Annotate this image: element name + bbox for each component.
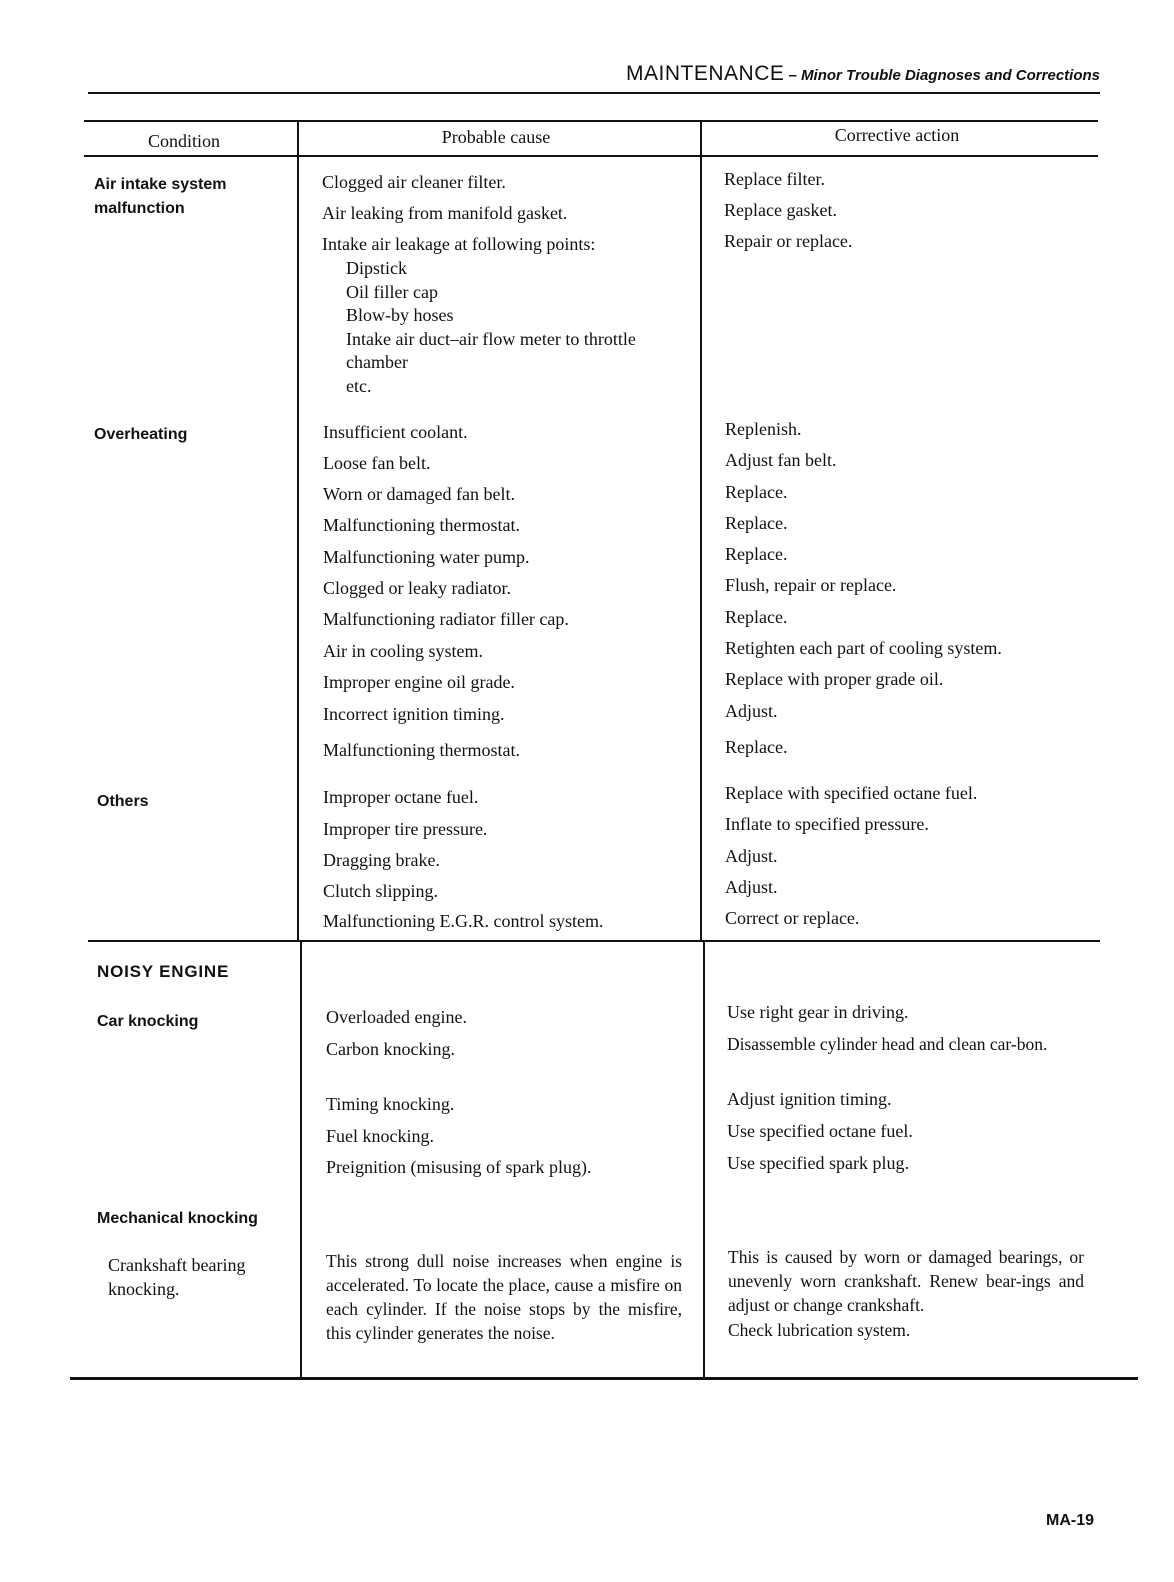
mechanical-cause-paragraph: This strong dull noise increases when engine is accelerated. To locate the place, cause a misfire on each cylinder. If the noise stops by the misfire, this cylinder generates the noise. (326, 1251, 682, 1343)
cause-item: Intake air leakage at following points: (322, 234, 596, 254)
action-item: Replace gasket. (724, 200, 837, 220)
list-item: chamber (346, 352, 408, 372)
condition-line: Crankshaft bearing (108, 1255, 246, 1275)
cause-item: Improper engine oil grade. (323, 672, 515, 692)
action-item: Replace filter. (724, 169, 825, 189)
list-item: etc. (346, 375, 372, 396)
table-header-rule (84, 155, 1098, 157)
action-item: Use specified octane fuel. (727, 1121, 913, 1141)
column-header-corrective-action: Corrective action (834, 125, 960, 145)
cause-item: Incorrect ignition timing. (323, 704, 505, 724)
action-item: Flush, repair or replace. (725, 575, 897, 595)
table-top-rule (84, 120, 1098, 122)
action-item: Use specified spark plug. (727, 1153, 909, 1173)
action-item: Adjust. (725, 877, 778, 897)
condition-line: Air intake system (94, 176, 227, 193)
mechanical-action-paragraph: This is caused by worn or damaged bearings, or unevenly worn crankshaft. Renew bear-ings and adjust or change crankshaft. (728, 1247, 1084, 1315)
action-item: Adjust. (725, 846, 778, 866)
cause-item: Clutch slipping. (323, 881, 439, 901)
column-divider-2-bottom (703, 940, 705, 1378)
cause-item: Improper tire pressure. (323, 819, 488, 839)
mechanical-action-extra: Check lubrication system. (728, 1320, 911, 1340)
condition-line: knocking. (108, 1278, 180, 1299)
action-item: Adjust fan belt. (725, 450, 837, 470)
section-divider-rule (88, 940, 1100, 942)
header-rule (88, 92, 1100, 94)
header-separator: – (784, 67, 802, 84)
cause-item: Air leaking from manifold gasket. (322, 203, 568, 223)
cause-item: Insufficient coolant. (323, 422, 468, 442)
column-divider-2-top (700, 120, 702, 942)
cause-item: Malfunctioning water pump. (323, 547, 530, 567)
list-item: Blow-by hoses (346, 305, 454, 325)
action-item: Correct or replace. (725, 908, 860, 928)
column-divider-1-bottom (300, 940, 302, 1378)
action-item: Replace. (725, 513, 788, 533)
condition-car-knocking: Car knocking (97, 1013, 199, 1030)
action-item: Inflate to specified pressure. (725, 814, 929, 834)
list-item: Intake air duct–air flow meter to throttle (346, 328, 636, 349)
cause-item: Preignition (misusing of spark plug). (326, 1157, 592, 1177)
action-item: Replace. (725, 482, 788, 502)
table-bottom-rule (70, 1377, 1138, 1380)
section-title: MAINTENANCE (626, 62, 785, 85)
action-item: Replace. (725, 737, 788, 757)
action-item: Adjust ignition timing. (727, 1089, 892, 1109)
cause-item: Timing knocking. (326, 1094, 455, 1114)
action-item: Retighten each part of cooling system. (725, 638, 1002, 658)
cause-item: Malfunctioning radiator filler cap. (323, 609, 569, 629)
cause-item: Malfunctioning E.G.R. control system. (323, 911, 604, 931)
action-item: Replenish. (725, 419, 802, 439)
action-item: Disassemble cylinder head and clean car-bon. (727, 1034, 1048, 1054)
leakage-points-list (346, 257, 636, 398)
column-header-probable-cause: Probable cause (441, 127, 551, 147)
cause-item: Clogged or leaky radiator. (323, 578, 511, 598)
sub-condition-crankshaft-bearing (108, 1254, 245, 1301)
action-item: Replace. (725, 607, 788, 627)
cause-item: Clogged air cleaner filter. (322, 172, 506, 192)
action-item: Replace. (725, 544, 788, 564)
action-item: Repair or replace. (724, 231, 853, 251)
column-divider-1-top (297, 120, 299, 942)
cause-item: Malfunctioning thermostat. (323, 740, 520, 760)
condition-overheating: Overheating (94, 426, 188, 443)
column-header-condition: Condition (147, 131, 220, 151)
page-number: MA-19 (1046, 1512, 1095, 1529)
page-header (560, 62, 1100, 86)
cause-item: Air in cooling system. (323, 641, 483, 661)
action-item: Replace with proper grade oil. (725, 669, 944, 689)
action-item: Adjust. (725, 701, 778, 721)
condition-mechanical-knocking: Mechanical knocking (97, 1210, 258, 1227)
condition-air-intake (94, 173, 227, 221)
cause-item: Worn or damaged fan belt. (323, 484, 515, 504)
list-item: Dipstick (346, 258, 407, 278)
condition-others: Others (97, 793, 149, 810)
section-subtitle: Minor Trouble Diagnoses and Corrections (801, 67, 1100, 84)
list-item: Oil filler cap (346, 281, 438, 302)
cause-item: Malfunctioning thermostat. (323, 515, 520, 535)
action-item: Replace with specified octane fuel. (725, 783, 978, 803)
condition-line: malfunction (94, 200, 185, 217)
cause-item: Carbon knocking. (326, 1039, 455, 1059)
cause-item: Overloaded engine. (326, 1007, 467, 1027)
section-noisy-engine: NOISY ENGINE (97, 962, 230, 981)
cause-item: Fuel knocking. (326, 1126, 434, 1146)
cause-item: Improper octane fuel. (323, 787, 479, 807)
cause-item: Dragging brake. (323, 850, 440, 870)
action-item: Use right gear in driving. (727, 1002, 909, 1022)
cause-item: Loose fan belt. (323, 453, 431, 473)
